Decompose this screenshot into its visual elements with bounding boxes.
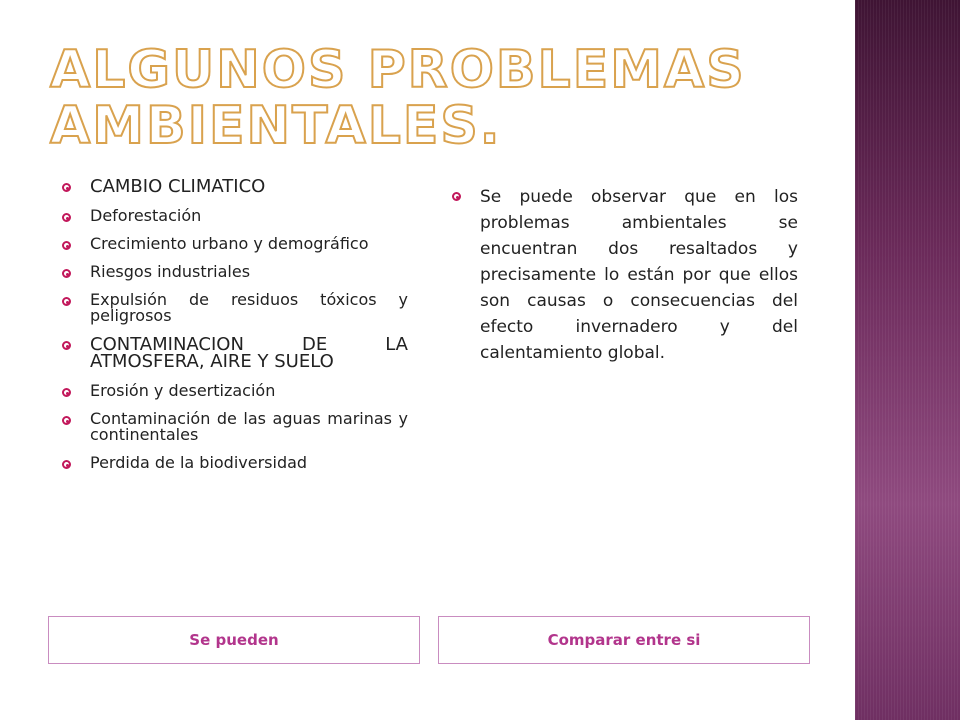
list-item-label: Crecimiento urbano y demográfico — [90, 234, 369, 253]
list-item-label: Contaminación de las aguas marinas y continentales — [90, 409, 408, 444]
list-item-label: Riesgos industriales — [90, 262, 251, 281]
slide-title — [50, 42, 820, 154]
comparar-entre-si-button[interactable] — [438, 616, 810, 664]
explanation-text: Se puede observar que en los problemas ambientales se encuentran dos resaltados y precisamente lo están por que ellos son causas o consecuencias del efecto invernadero y del calentamiento global. — [480, 187, 798, 363]
bullet-icon — [62, 416, 71, 425]
bullet-icon — [452, 192, 461, 201]
list-item-biodiversidad — [60, 455, 408, 471]
bullet-icon — [62, 241, 71, 250]
slide-title-line-2: AMBIENTALES. — [50, 96, 502, 156]
list-item-contaminacion-aguas — [60, 411, 408, 443]
list-item-label: Deforestación — [90, 206, 202, 225]
bullet-icon — [62, 388, 71, 397]
list-item-label: CAMBIO CLIMATICO — [90, 176, 266, 197]
comparar-entre-si-label: Comparar entre si — [547, 631, 701, 649]
decorative-sidebar — [855, 0, 960, 720]
bullet-icon — [62, 213, 71, 222]
list-item-erosion — [60, 383, 408, 399]
explanation-paragraph — [450, 184, 798, 366]
slide-title-line-1: ALGUNOS PROBLEMAS — [50, 40, 746, 100]
list-item-deforestacion — [60, 208, 408, 224]
bullet-icon — [62, 183, 71, 192]
se-pueden-button[interactable] — [48, 616, 420, 664]
bullet-icon — [62, 341, 71, 350]
bullet-icon — [62, 269, 71, 278]
list-item-cambio-climatico — [60, 178, 408, 195]
list-item-crecimiento — [60, 236, 408, 252]
list-item-label: CONTAMINACION DE LA ATMOSFERA, AIRE Y SUELO — [90, 334, 408, 372]
problems-list — [60, 178, 408, 483]
list-item-expulsion — [60, 292, 408, 324]
bullet-icon — [62, 460, 71, 469]
bullet-icon — [62, 297, 71, 306]
list-item-label: Erosión y desertización — [90, 381, 276, 400]
list-item-label: Perdida de la biodiversidad — [90, 453, 308, 472]
se-pueden-label: Se pueden — [189, 631, 279, 649]
list-item-contaminacion-atmosfera — [60, 336, 408, 370]
list-item-riesgos — [60, 264, 408, 280]
list-item-label: Expulsión de residuos tóxicos y peligrosos — [90, 290, 408, 325]
